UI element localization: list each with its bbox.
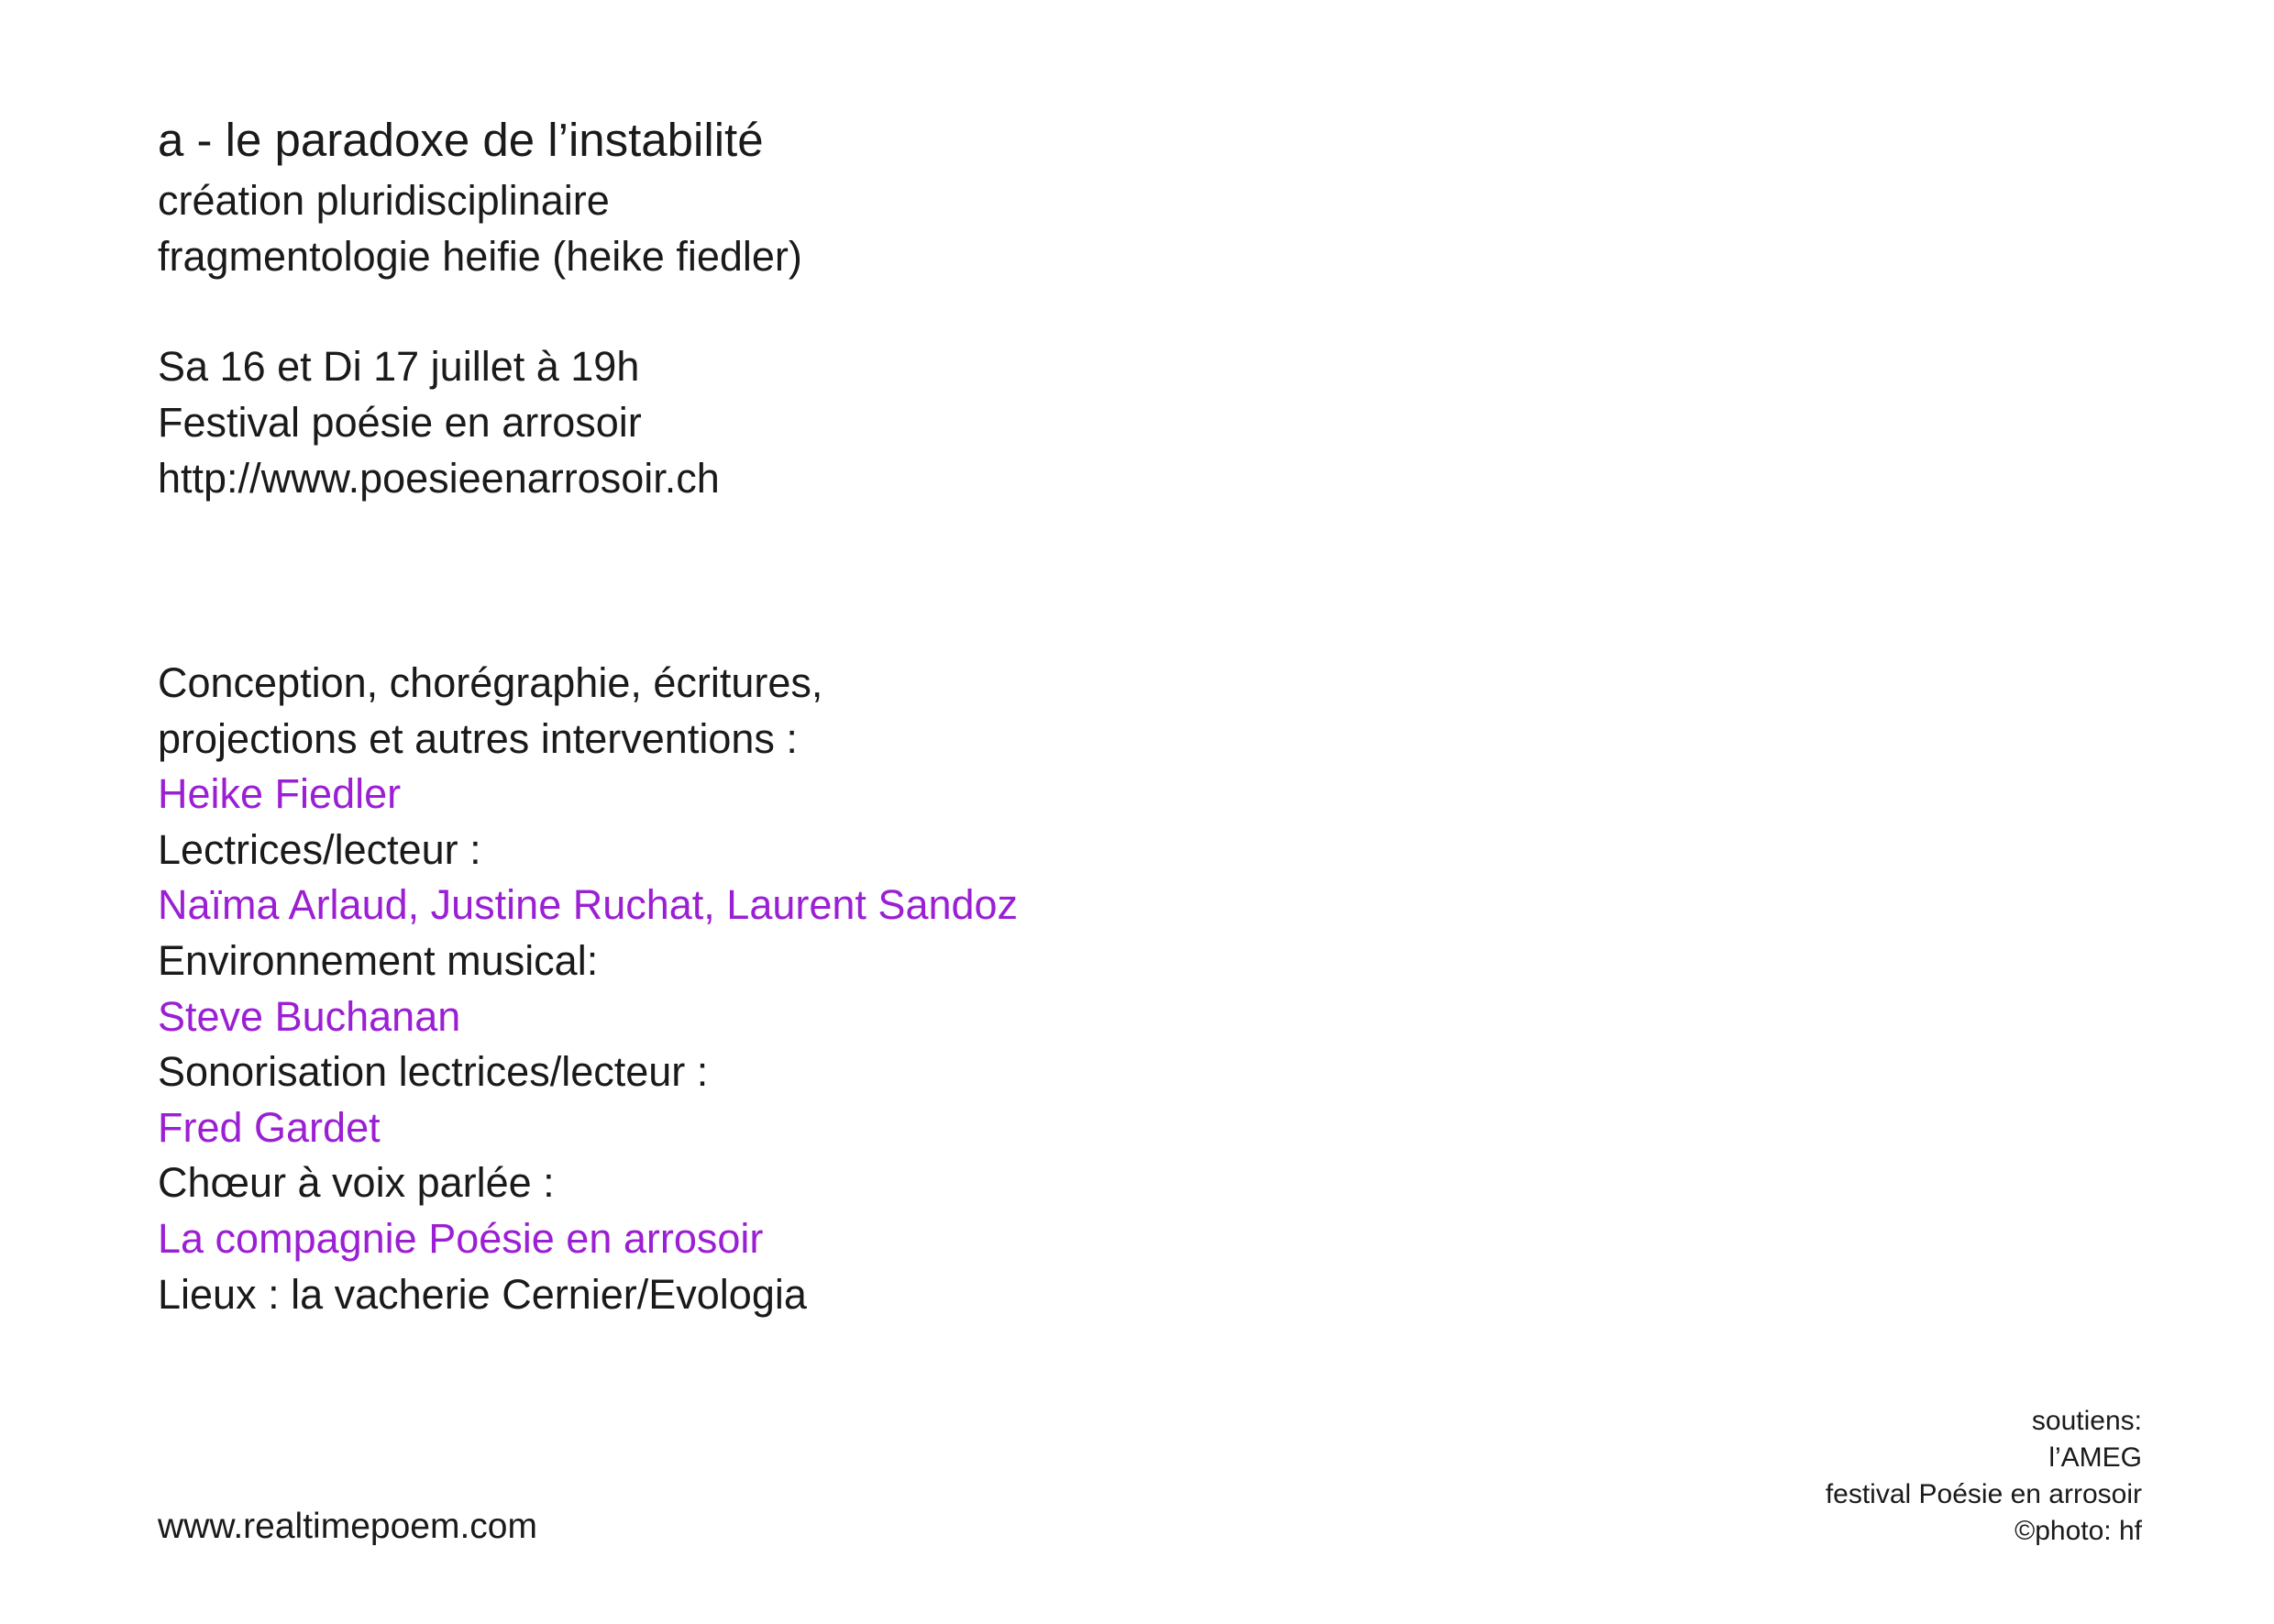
credit-name-choir: La compagnie Poésie en arrosoir [158, 1214, 764, 1262]
support-ameg: l’AMEG [2048, 1442, 2142, 1473]
credit-role-sound: Sonorisation lectrices/lecteur : [158, 1048, 709, 1096]
event-url-link[interactable]: http://www.poesieenarrosoir.ch [158, 455, 720, 502]
event-dates: Sa 16 et Di 17 juillet à 19h [158, 343, 640, 390]
page-title: a - le paradoxe de l’instabilité [158, 114, 764, 166]
venue-line: Lieux : la vacherie Cernier/Evologia [158, 1270, 807, 1318]
subtitle-genre: création pluridisciplinaire [158, 177, 610, 224]
credit-name-music: Steve Buchanan [158, 992, 461, 1040]
credits-list [158, 656, 1018, 1322]
title-block [158, 108, 802, 284]
supports-heading: soutiens: [2031, 1406, 2142, 1436]
credit-role-choir: Chœur à voix parlée : [158, 1159, 555, 1207]
credit-name-sound: Fred Gardet [158, 1103, 381, 1151]
credit-name-readers: Naïma Arlaud, Justine Ruchat, Laurent Sandoz [158, 881, 1019, 929]
credit-role-music: Environnement musical: [158, 936, 599, 984]
credit-name-conception: Heike Fiedler [158, 770, 402, 818]
photo-credit: ©photo: hf [2015, 1516, 2142, 1546]
support-festival: festival Poésie en arrosoir [1825, 1479, 2142, 1509]
subtitle-author: fragmentologie heifie (heike fiedler) [158, 233, 802, 280]
credit-role-conception-line-1: Conception, chorégraphie, écritures, [158, 659, 823, 706]
website-link[interactable]: www.realtimepoem.com [158, 1507, 537, 1546]
supports-block [1826, 1403, 2142, 1550]
event-info [158, 338, 720, 506]
credit-role-conception-line-2: projections et autres interventions : [158, 714, 798, 762]
credit-role-readers: Lectrices/lecteur : [158, 825, 481, 873]
event-festival: Festival poésie en arrosoir [158, 399, 642, 446]
